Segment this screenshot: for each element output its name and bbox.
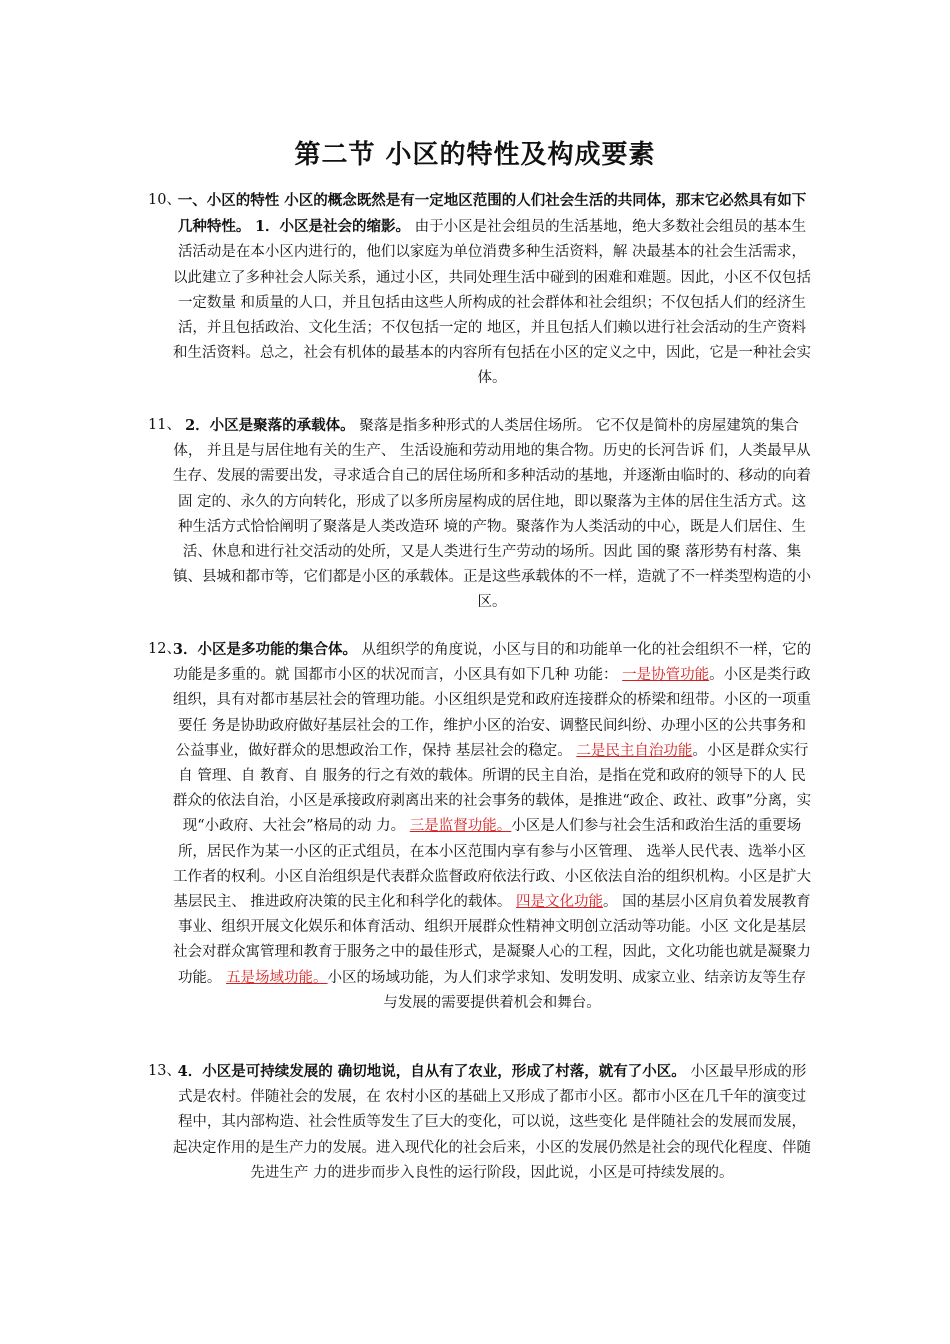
item-number: 11、 [148,417,181,433]
body-text: 小区最早形成的形式是农村。伴随社会的发展，在 农村小区的基础上又形成了都市小区。都市小区在几千年的演变过程中，其内部构造、社会性质等发生了巨大的变化，可以说，这些变化 是伴随社会的发展而发展，起决定作用的是生产力的发展。进入现代化的社会后来，小区的发展仍然是社会的现代化程度、伴随先进生产 力的进步而步入良性的运行阶段，因此说，小区是可持续发展的。 [173,1064,811,1181]
bold-subheading: 1．小区是社会的缩影。 [254,218,411,236]
body-text: 由于小区是社会组员的生活基地，绝大多数社会组员的基本生活活动是在本小区内进行的，他们以家庭为单位消费多种生活资料，解 决最基本的社会生活需求，以此建立了多种社会人际关系，通过小区，共同处理生活中碰到的困难和难题。因此，小区不仅包括一定数量 和质量的人口，并且包括由这些人所构成的社会群体和社会组织；不仅包括人们的经济生活，并且包括政治、文化生活；不仅包括一定的 地区，并且包括人们赖以进行社会活动的生产资料和生活资料。总之，社会有机体的最基本的内容所有包括在小区的定义之中，因此，它是一种社会实体。 [173,219,811,387]
body-text: 小区是人们参与社会生活和政治生活的重要场所，居民作为某一小区的正式组员，在本小区范围内享有参与小区管理、 选举人民代表、选举小区工作者的权利。小区自治组织是代表群众监督政府依法行政、小区依法自治的组织机构。小区是扩大基层民主、 推进政府决策的民主化和科学化的载体。 [173,818,811,911]
function-label-supervision: 三是监督功能。 [409,818,512,835]
bold-heading: 2．小区是聚落的承载体。 [185,417,355,434]
body-text: 从组织学的角度说，小区与目的和功能单一化的社会组织不一样，它的功能是多重的。就 国都市小区的状况而言，小区具有如下几种 功能： [173,642,812,684]
bold-heading: 4．小区是可持续发展的 确切地说，自从有了农业，形成了村落，就有了小区。 [177,1063,686,1080]
body-text: 。小区是类行政组织，具有对都市基层社会的管理功能。小区组织是党和政府连接群众的桥梁和纽带。小区的一项重要任 务是协助政府做好基层社会的工作，维护小区的治安、调整民间纠纷、办理小区的公共事务和公益事业，做好群众的思想政治工作，保持 基层社会的稳定。 [173,667,811,759]
body-text: 小区的场域功能，为人们求学求知、发明发明、成家立业、结亲访友等生存与发展的需要提供着机会和舞台。 [327,969,807,1011]
function-label-self-governance: 二是民主自治功能 [576,742,693,759]
paragraph [172,413,812,616]
body-text: 聚落是指多种形式的人类居住场所。 它不仅是简朴的房屋建筑的集合体， 并且是与居住地有关的生产、 生活设施和劳动用地的集合物。历史的长河告诉 们，人类最早从生存、发展的需要出发，寻求适合自己的居住场所和多种活动的基地，并逐渐由临时的、移动的向着固 定的、永久的方向转化，形成了以多所房屋构成的居住地，即以聚落为主体的居住生活方式。这种生活方式恰恰阐明了聚落是人类改造环 境的产物。聚落作为人类活动的中心，既是人们居住、生活、休息和进行社交活动的处所，又是人类进行生产劳动的场所。因此 国的聚 落形势有村落、集镇、县城和都市等，它们都是小区的承载体。正是这些承载体的不一样，造就了不一样类型构造的小区。 [173,418,811,611]
bold-heading: 3．小区是多功能的集合体。 [172,641,357,658]
paragraph [172,188,812,392]
item-number: 10、 [148,192,181,208]
function-label-culture: 四是文化功能 [516,894,604,911]
paragraph [172,637,812,1016]
item-number: 13、 [148,1063,181,1079]
bold-heading: 一、小区的特性 小区的概念既然是有一定地区范围的人们社会生活的共同体，那末它必然具有如下几种特性。 [177,192,807,236]
body-text: 。 国的基层小区肩负着发展教育事业、组织开展文化娱乐和体育活动、组织开展群众性精神文明创立活动等功能。小区 文化是基层社会对群众寓管理和教育于服务之中的最佳形式，是凝聚人心的工程，因此，文化功能也就是凝聚力功能。 [173,894,811,986]
paragraph [172,1059,812,1186]
function-label-coordination: 一是协管功能 [622,667,710,684]
body-text: 。小区是群众实行自 管理、自 教育、自 服务的行之有效的载体。所谓的民主自治，是指在党和政府的领导下的人 民群众的依法自治，小区是承接政府剥离出来的社会事务的载体，是推进“政企、政社、政事”分离，实现“小政府、大社会”格局的动 力。 [172,742,812,835]
function-label-field: 五是场域功能。 [226,969,328,986]
page-title: 第二节 小区的特性及构成要素 [294,140,656,170]
item-number: 12、 [148,641,181,657]
